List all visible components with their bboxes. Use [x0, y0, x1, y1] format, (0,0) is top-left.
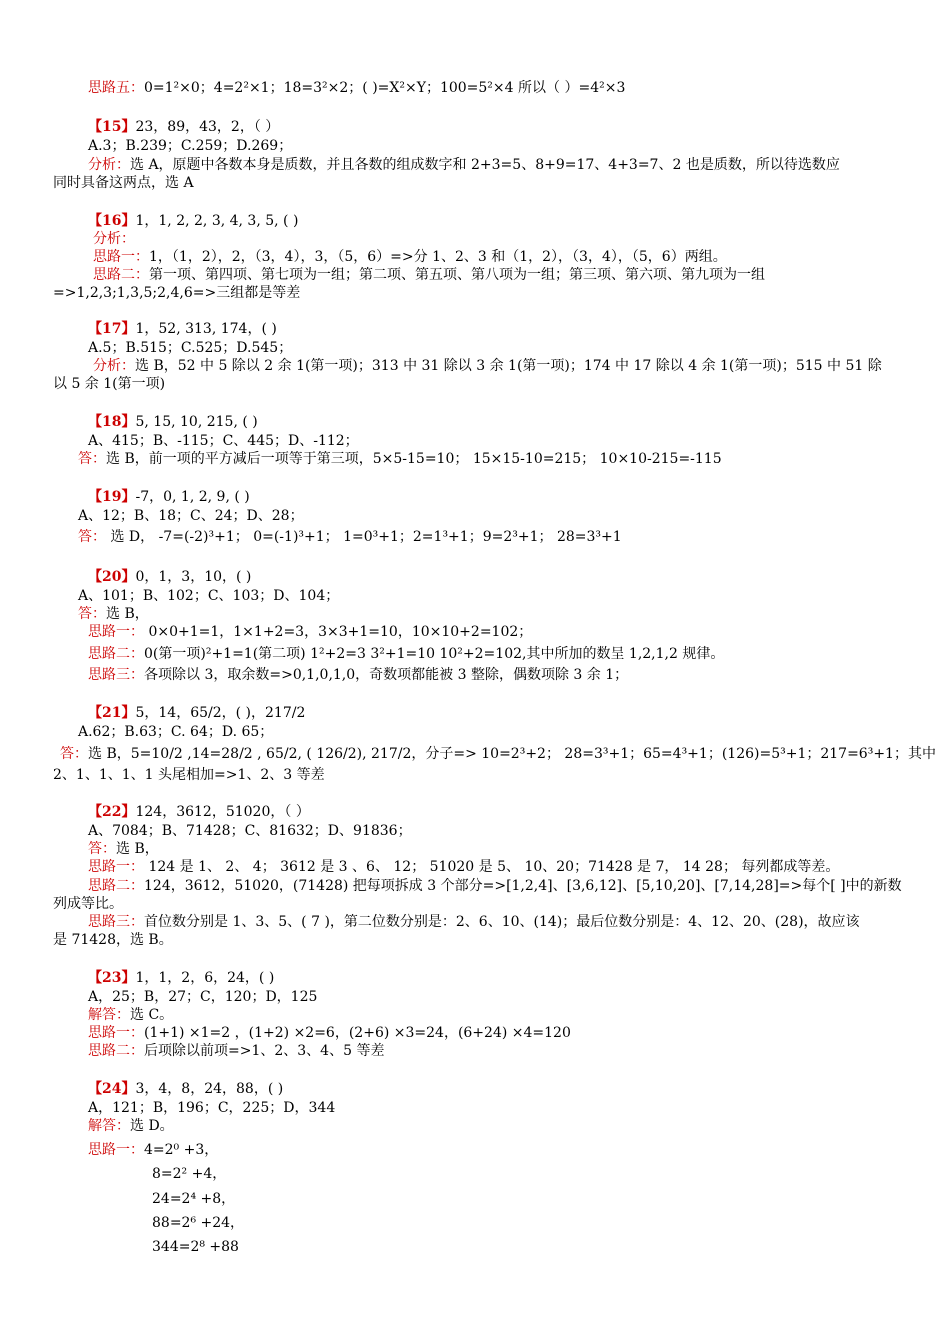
line-text: 选 B，前一项的平方减后一项等于第三项，5×5-15=10； 15×15-10=215； 10×10-215=-115	[106, 451, 722, 467]
line-text: 124，3612，51020，(71428) 把每项拆成 3 个部分=>[1,2,4]、[3,6,12]、[5,10,20]、[7,14,28]=>每个[ ]中的新数	[144, 878, 902, 894]
line-text: A、12；B、18；C、24；D、28；	[78, 508, 304, 524]
q23-options	[88, 988, 317, 1006]
q18-header	[88, 413, 258, 431]
line-text: A，121；B，196；C，225；D，344	[88, 1100, 336, 1116]
q24-thinking-1	[88, 1141, 218, 1159]
question-number: 【16】	[88, 213, 136, 229]
q22-thinking-3	[88, 913, 860, 931]
label: 思路二：	[88, 646, 144, 662]
q18-answer	[78, 450, 722, 468]
q19-answer	[78, 528, 622, 546]
line-text: A.62；B.63；C. 64；D. 65；	[78, 724, 274, 740]
question-number: 【21】	[88, 705, 136, 721]
line-text: 以 5 余 1(第一项)	[53, 376, 166, 392]
line-text: 5, 15, 10, 215, ( )	[135, 414, 258, 430]
label: 思路三：	[88, 667, 144, 683]
line-text: 选 C。	[130, 1007, 174, 1023]
line-text: 列成等比。	[53, 896, 123, 912]
q24-thinking-1-line3	[152, 1190, 235, 1208]
q15-header	[88, 118, 279, 136]
line-text: 选 D。	[130, 1118, 174, 1134]
label: 思路一：	[88, 1142, 144, 1158]
q22-header	[88, 803, 310, 821]
question-number: 【22】	[88, 804, 136, 820]
q17-options	[88, 339, 292, 357]
label: 答：	[78, 529, 106, 545]
label: 分析：	[93, 231, 135, 247]
label: 思路二：	[88, 878, 144, 894]
line-text: 88=2⁶ +24，	[152, 1215, 245, 1231]
line-text: 0=1²×0；4=2²×1；18=3²×2；( )=X²×Y；100=5²×4 所以（ ）=4²×3	[144, 80, 626, 96]
q17-analysis	[93, 357, 882, 375]
q16-thinking-1	[93, 248, 727, 266]
label: 思路一：	[88, 624, 144, 640]
line-text: 24=2⁴ +8，	[152, 1191, 236, 1207]
question-number: 【17】	[88, 321, 136, 337]
question-number: 【23】	[88, 970, 136, 986]
line-text: 选 B，52 中 5 除以 2 余 1(第一项)；313 中 31 除以 3 余 1(第一项)；174 中 17 除以 4 余 1(第一项)；515 中 51 除	[135, 358, 882, 374]
q22-thinking-3-cont	[53, 931, 173, 949]
label: 答：	[78, 451, 106, 467]
line-text: A、415；B、-115；C、445；D、-112；	[88, 433, 359, 449]
q20-header	[88, 568, 251, 586]
line-text: -7，0, 1, 2, 9, ( )	[135, 489, 250, 505]
q20-thinking-1	[88, 623, 532, 641]
label: 思路一：	[88, 859, 144, 875]
line-text: 23，89，43，2，（ ）	[135, 119, 280, 135]
q16-thinking-2	[93, 266, 765, 284]
line-text: A、7084；B、71428；C、81632；D、91836；	[88, 823, 412, 839]
line-text: 4=2⁰ +3，	[144, 1142, 219, 1158]
line-text: 选 A，原题中各数本身是质数，并且各数的组成数字和 2+3=5、8+9=17、4+3=7、2 也是质数，所以待选数应	[130, 157, 840, 173]
q16-analysis-label	[93, 230, 135, 248]
q23-header	[88, 969, 274, 987]
question-number: 【15】	[88, 119, 136, 135]
q15-options	[88, 137, 292, 155]
line-text: A.3；B.239；C.259；D.269；	[88, 138, 293, 154]
line-text: 5，14，65/2，( )，217/2	[135, 705, 306, 721]
q21-options	[78, 723, 273, 741]
q24-answer	[88, 1117, 174, 1135]
line-text: 选 D， -7=(-2)³+1； 0=(-1)³+1； 1=0³+1；2=1³+1；9=2³+1； 28=3³+1	[106, 529, 622, 545]
question-number: 【19】	[88, 489, 136, 505]
q22-thinking-2-cont	[53, 895, 123, 913]
line-text: 后项除以前项=>1、2、3、4、5 等差	[144, 1043, 385, 1059]
label: 答：	[78, 606, 106, 622]
q15-analysis	[88, 156, 840, 174]
label: 解答：	[88, 1007, 130, 1023]
label: 思路一：	[88, 1025, 144, 1041]
line-text: 选 B，	[116, 841, 159, 857]
q21-answer	[60, 745, 936, 763]
line-text: 同时具备这两点，选 A	[53, 175, 194, 191]
label: 分析：	[93, 358, 135, 374]
q22-thinking-1	[88, 858, 839, 876]
q23-answer	[88, 1006, 173, 1024]
q19-options	[78, 507, 304, 525]
label: 思路二：	[93, 267, 149, 283]
q23-thinking-1	[88, 1024, 571, 1042]
line-text: 各项除以 3，取余数=>0,1,0,1,0，奇数项都能被 3 整除，偶数项除 3 余 1；	[144, 667, 629, 683]
q17-header	[88, 320, 277, 338]
q15-analysis-cont	[53, 174, 194, 192]
line-text: 124 是 1、 2、 4； 3612 是 3 、6、 12； 51020 是 5、 10、20；71428 是 7， 14 28； 每列都成等差。	[144, 859, 840, 875]
line-text: 3，4，8，24，88，( )	[135, 1081, 284, 1097]
q21-header	[88, 704, 305, 722]
q24-thinking-1-line4	[152, 1214, 244, 1232]
line-text: 344=2⁸ +88	[152, 1239, 239, 1255]
q16-thinking-2-cont	[53, 284, 300, 302]
line-text: 1，52, 313, 174，( )	[135, 321, 277, 337]
line-text: =>1,2,3;1,3,5;2,4,6=>三组都是等差	[53, 285, 301, 301]
line-thinking-5	[88, 79, 625, 97]
line-text: 8=2² +4，	[152, 1166, 227, 1182]
q24-header	[88, 1080, 283, 1098]
line-text: 第一项、第四项、第七项为一组；第二项、第五项、第八项为一组；第三项、第六项、第九项为一组	[149, 267, 765, 283]
line-text: 0×0+1=1，1×1+2=3，3×3+1=10，10×10+2=102；	[144, 624, 533, 640]
q19-header	[88, 488, 250, 506]
question-number: 【20】	[88, 569, 136, 585]
line-text: 1，1, 2, 2, 3, 4, 3, 5, ( )	[135, 213, 299, 229]
q16-header	[88, 212, 298, 230]
q20-answer	[78, 605, 149, 623]
line-text: 首位数分别是 1、3、5、( 7 )，第二位数分别是：2、6、10、(14)；最后位数分别是：4、12、20、(28)，故应该	[144, 914, 860, 930]
label: 分析：	[88, 157, 130, 173]
line-text: 0，1，3，10，( )	[135, 569, 252, 585]
q23-thinking-2	[88, 1042, 384, 1060]
label: 思路五：	[88, 80, 144, 96]
q18-options	[88, 432, 359, 450]
line-text: 0(第一项)²+1=1(第二项) 1²+2=3 3²+1=10 10²+2=102,其中所加的数呈 1,2,1,2 规律。	[144, 646, 725, 662]
q20-options	[78, 587, 339, 605]
q24-thinking-1-line2	[152, 1165, 226, 1183]
label: 答：	[60, 746, 88, 762]
line-text: A、101；B、102；C、103；D、104；	[78, 588, 340, 604]
label: 思路一：	[93, 249, 149, 265]
q22-options	[88, 822, 412, 840]
label: 解答：	[88, 1118, 130, 1134]
question-number: 【18】	[88, 414, 136, 430]
q24-options	[88, 1099, 335, 1117]
q22-answer	[88, 840, 159, 858]
q22-thinking-2	[88, 877, 902, 895]
question-number: 【24】	[88, 1081, 136, 1097]
q20-thinking-2	[88, 645, 724, 663]
line-text: A.5；B.515；C.525；D.545；	[88, 340, 293, 356]
q20-thinking-3	[88, 666, 628, 684]
line-text: 选 B，	[106, 606, 149, 622]
line-text: 选 B，5=10/2 ,14=28/2 , 65/2, ( 126/2), 217/2，分子=> 10=2³+2； 28=3³+1；65=4³+1；(126)=5³+1；217=6³+1；其中	[88, 746, 936, 762]
line-text: 1，（1，2），2，（3，4），3，（5，6）=>分 1、2、3 和（1，2），（3，4），（5，6）两组。	[149, 249, 727, 265]
line-text: 是 71428，选 B。	[53, 932, 173, 948]
line-text: 1，1，2，6，24，( )	[135, 970, 275, 986]
line-text: 124，3612，51020，（ ）	[135, 804, 310, 820]
q24-thinking-1-line5	[152, 1238, 239, 1256]
q21-answer-cont	[53, 766, 325, 784]
line-text: A，25；B，27；C，120；D，125	[88, 989, 318, 1005]
q17-analysis-cont	[53, 375, 165, 393]
line-text: 2、1、1、1、1 头尾相加=>1、2、3 等差	[53, 767, 325, 783]
line-text: (1+1) ×1=2 ，(1+2) ×2=6，(2+6) ×3=24，(6+24) ×4=120	[144, 1025, 571, 1041]
label: 思路三：	[88, 914, 144, 930]
label: 答：	[88, 841, 116, 857]
label: 思路二：	[88, 1043, 144, 1059]
